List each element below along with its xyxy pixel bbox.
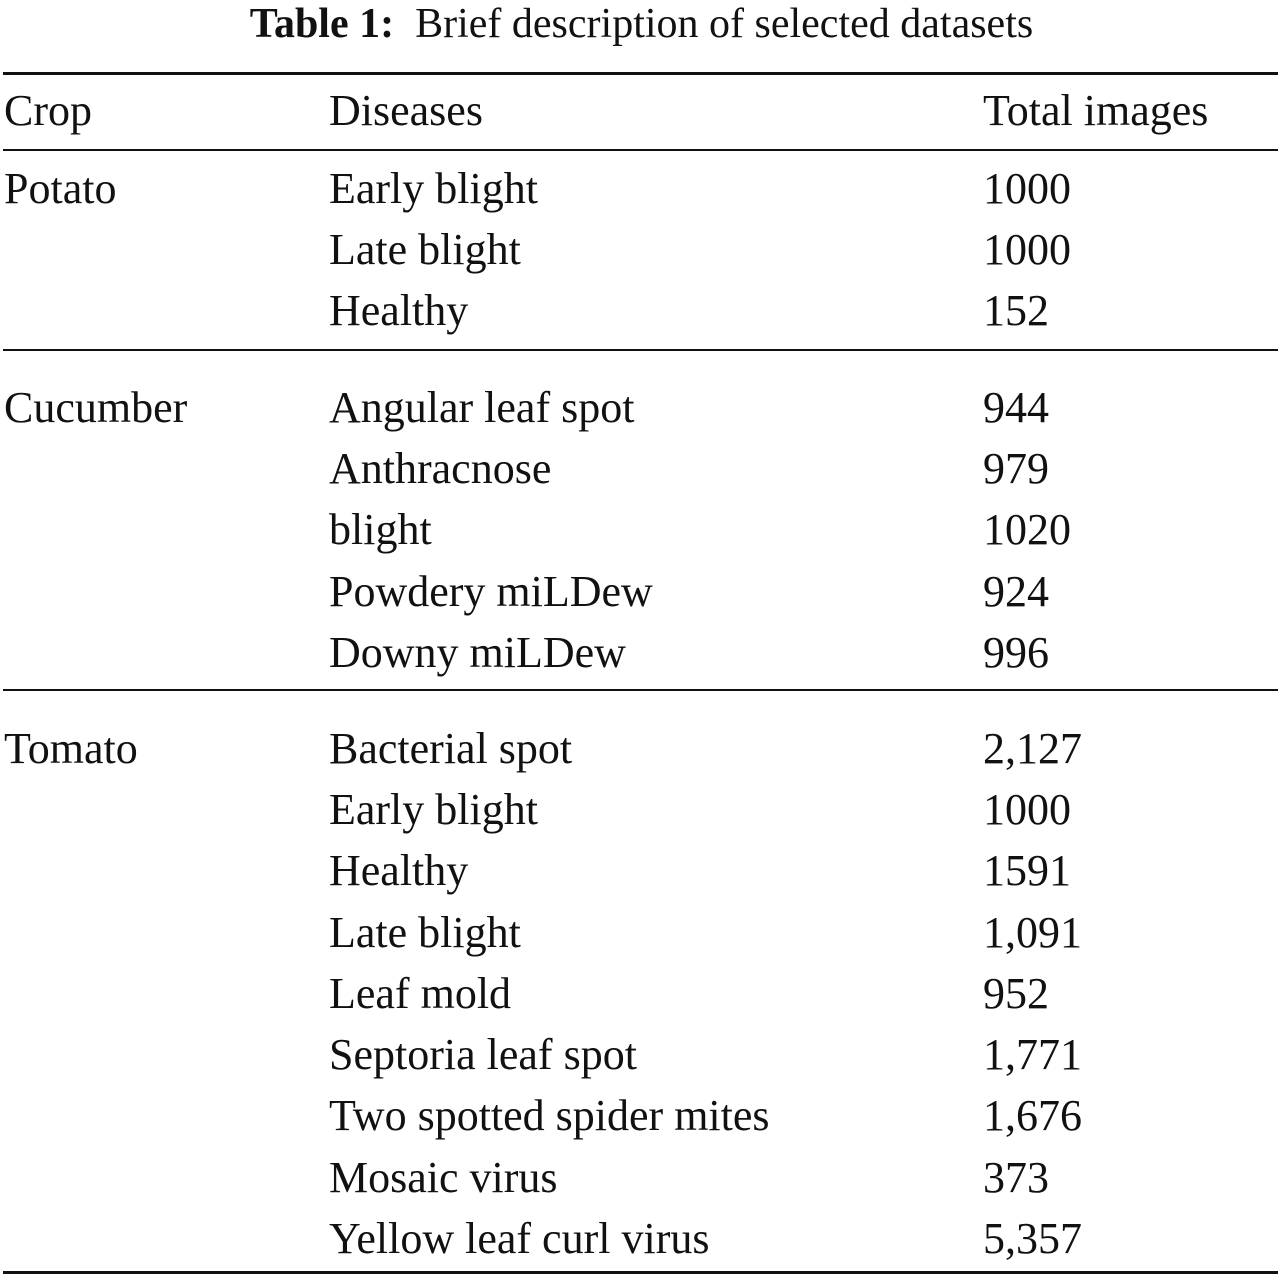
header-diseases: Diseases xyxy=(329,86,483,135)
table-row-total: 1591 xyxy=(983,846,1071,895)
table-row-disease: Early blight xyxy=(329,164,538,213)
table-row-total: 979 xyxy=(983,444,1049,493)
table-bottom-rule xyxy=(3,1271,1278,1274)
table-row-total: 1000 xyxy=(983,785,1071,834)
table-top-rule xyxy=(3,72,1278,75)
table-caption xyxy=(0,0,1283,48)
header-crop: Crop xyxy=(4,86,92,135)
table-row-total: 1,091 xyxy=(983,908,1082,957)
header-total-images: Total images xyxy=(983,86,1209,135)
table-row-total: 152 xyxy=(983,286,1049,335)
table-row-total: 1000 xyxy=(983,164,1071,213)
table-row-disease: Powdery miLDew xyxy=(329,567,653,616)
table-row-total: 944 xyxy=(983,383,1049,432)
caption-label: Table 1: xyxy=(249,1,395,47)
crop-cucumber: Cucumber xyxy=(4,383,188,432)
table-row-total: 996 xyxy=(983,628,1049,677)
table-row-total: 1020 xyxy=(983,505,1071,554)
table-row-disease: Two spotted spider mites xyxy=(329,1091,770,1140)
table-row-total: 5,357 xyxy=(983,1214,1082,1263)
group-separator-rule xyxy=(3,349,1278,351)
table-row-disease: Angular leaf spot xyxy=(329,383,635,432)
table-row-total: 2,127 xyxy=(983,724,1082,773)
crop-potato: Potato xyxy=(4,164,117,213)
table-row-disease: Late blight xyxy=(329,908,521,957)
table-row-total: 1000 xyxy=(983,225,1071,274)
table-row-disease: Mosaic virus xyxy=(329,1153,558,1202)
table-row-disease: Downy miLDew xyxy=(329,628,626,677)
table-row-disease: Healthy xyxy=(329,286,469,335)
table-row-disease: Septoria leaf spot xyxy=(329,1030,637,1079)
table-row-total: 952 xyxy=(983,969,1049,1018)
table-row-disease: Bacterial spot xyxy=(329,724,573,773)
table-row-disease: Late blight xyxy=(329,225,521,274)
table-row-total: 1,771 xyxy=(983,1030,1082,1079)
group-separator-rule xyxy=(3,689,1278,691)
table-row-disease: Anthracnose xyxy=(329,444,552,493)
crop-tomato: Tomato xyxy=(4,724,138,773)
table-row-total: 924 xyxy=(983,567,1049,616)
caption-text: Brief description of selected datasets xyxy=(415,1,1034,47)
header-rule xyxy=(3,149,1278,151)
table-row-total: 373 xyxy=(983,1153,1049,1202)
table-row-disease: Early blight xyxy=(329,785,538,834)
table-row-total: 1,676 xyxy=(983,1091,1082,1140)
table-row-disease: Leaf mold xyxy=(329,969,512,1018)
table-row-disease: Yellow leaf curl virus xyxy=(329,1214,710,1263)
table-row-disease: Healthy xyxy=(329,846,469,895)
table-row-disease: blight xyxy=(329,505,432,554)
